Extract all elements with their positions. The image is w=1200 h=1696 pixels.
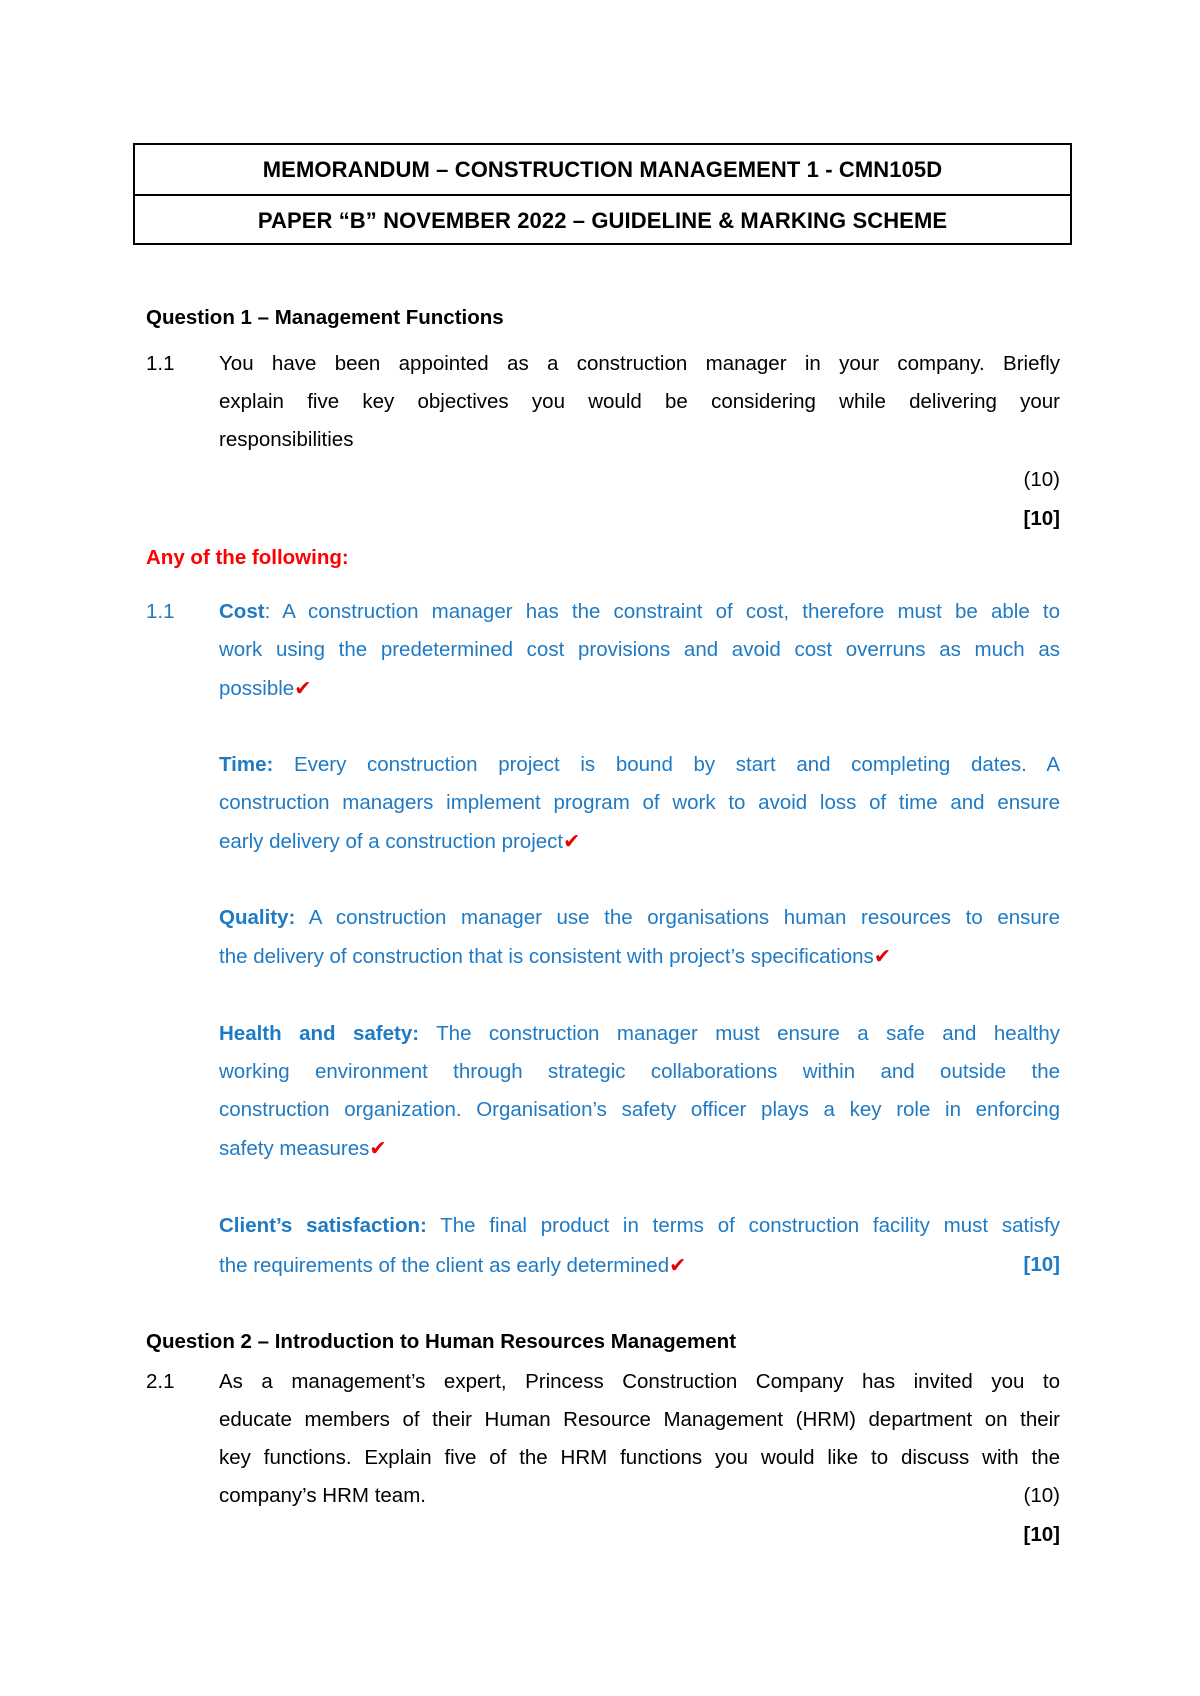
answer-cost-title: Cost	[219, 600, 265, 623]
answer-time-line-3: early delivery of a construction project✔	[219, 830, 581, 853]
question-1-1-line-3: responsibilities	[219, 428, 354, 451]
answer-time-title: Time:	[219, 753, 274, 776]
question-1-total: [10]	[1023, 507, 1060, 530]
check-mark-icon: ✔	[294, 677, 312, 700]
answer-time-line-1: Time: Every construction project is bound by start and completing dates. A	[219, 753, 1060, 776]
question-1-1-number: 1.1	[146, 352, 175, 375]
memo-header-box	[133, 143, 1072, 245]
answer-quality-line-2: the delivery of construction that is consistent with project’s specifications✔	[219, 945, 891, 968]
answer-health-line-2: working environment through strategic collaborations within and outside the	[219, 1060, 1060, 1083]
answer-quality-line-1: Quality: A construction manager use the organisations human resources to ensure	[219, 906, 1060, 929]
answer-health-line-4: safety measures✔	[219, 1137, 387, 1160]
check-mark-icon: ✔	[669, 1254, 687, 1277]
answer-health-line-1: Health and safety: The construction manager must ensure a safe and healthy	[219, 1022, 1061, 1045]
question-2-1-line-1: As a management’s expert, Princess Construction Company has invited you to	[219, 1370, 1060, 1393]
question-2-1-line-3: key functions. Explain five of the HRM functions you would like to discuss with the	[219, 1446, 1060, 1469]
memo-subtitle: PAPER “B” NOVEMBER 2022 – GUIDELINE & MARKING SCHEME	[257, 207, 948, 233]
check-mark-icon: ✔	[873, 945, 891, 968]
answer-quality-title: Quality:	[219, 906, 296, 929]
answer-time-line-2: construction managers implement program of work to avoid loss of time and ensure	[219, 791, 1060, 814]
answer-intro: Any of the following:	[146, 546, 349, 569]
check-mark-icon: ✔	[563, 830, 581, 853]
check-mark-icon: ✔	[369, 1137, 387, 1160]
question-1-1-line-2: explain five key objectives you would be considering while delivering your	[219, 390, 1060, 413]
answer-1-1-number: 1.1	[146, 600, 175, 623]
question-1-heading: Question 1 – Management Functions	[146, 306, 504, 329]
question-1-marks: (10)	[1023, 468, 1060, 491]
answer-cost-line-3: possible✔	[219, 677, 312, 700]
question-2-heading: Question 2 – Introduction to Human Resources Management	[146, 1330, 737, 1353]
question-2-1-line-4: company’s HRM team.	[219, 1484, 426, 1507]
question-2-marks: (10)	[1023, 1484, 1060, 1507]
question-1-1-line-1: You have been appointed as a construction manager in your company. Briefly	[219, 352, 1060, 375]
answer-client-line-1: Client’s satisfaction: The final product in terms of construction facility must satisfy	[219, 1214, 1060, 1237]
question-2-1-number: 2.1	[146, 1370, 175, 1393]
answer-client-line-2: the requirements of the client as early determined✔	[219, 1254, 687, 1277]
answer-1-total: [10]	[1023, 1253, 1060, 1276]
memo-title: MEMORANDUM – CONSTRUCTION MANAGEMENT 1 - CMN105D	[135, 145, 1070, 196]
answer-health-line-3: construction organization. Organisation’s safety officer plays a key role in enforcing	[219, 1098, 1060, 1121]
answer-cost-line-1: Cost: A construction manager has the constraint of cost, therefore must be able to	[219, 600, 1060, 623]
answer-cost-line-2: work using the predetermined cost provisions and avoid cost overruns as much as	[219, 638, 1060, 661]
question-2-total: [10]	[1023, 1523, 1060, 1546]
answer-health-title: Health and safety:	[219, 1022, 420, 1045]
answer-client-title: Client’s satisfaction:	[219, 1214, 427, 1237]
question-2-1-line-2: educate members of their Human Resource Management (HRM) department on their	[219, 1408, 1060, 1431]
